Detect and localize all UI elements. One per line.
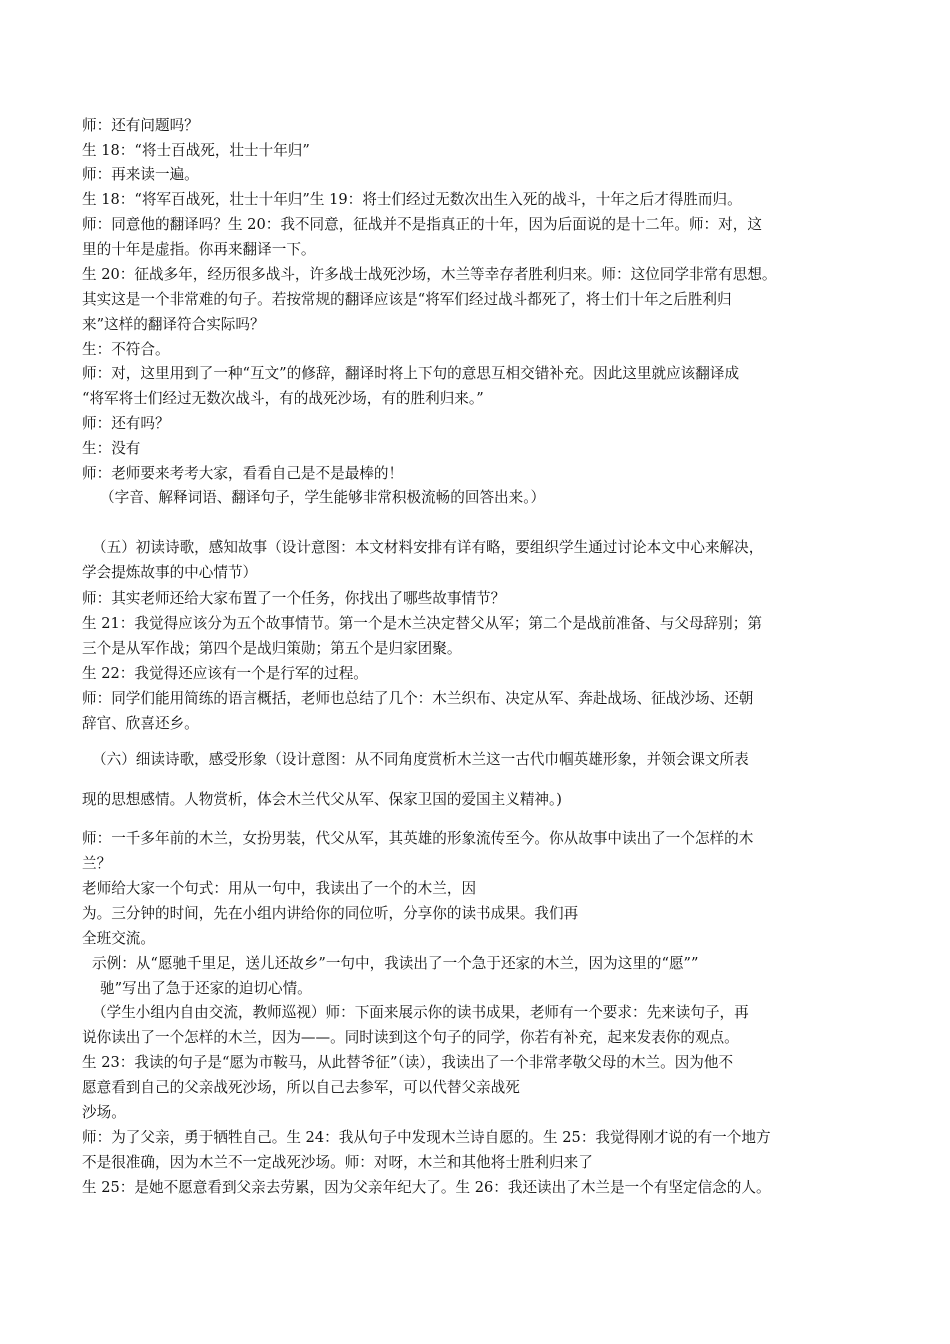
text-line: 生 22：我觉得还应该有一个是行军的过程。 <box>82 665 368 682</box>
text-line: “将军将士们经过无数次战斗，有的战死沙场，有的胜利归来。” <box>82 390 484 407</box>
text-line: 师：还有问题吗？ <box>82 117 199 134</box>
text-line: 生 20：征战多年，经历很多战斗，许多战士战死沙场，木兰等幸存者胜利归来。师：这位同学非常有思想。 <box>82 266 777 283</box>
text-line: 愿意看到自己的父亲战死沙场，所以自己去参军，可以代替父亲战死 <box>82 1079 520 1096</box>
text-line: 师：老师要来考考大家，看看自己是不是最棒的！ <box>82 465 404 482</box>
text-line: 驰”写出了急于还家的迫切心情。 <box>100 980 312 997</box>
text-line: 生 18：“将军百战死，壮士十年归”生 19：将士们经过无数次出生入死的战斗，十年之后才得胜而归。 <box>82 191 742 208</box>
text-line: 里的十年是虚指。你再来翻译一下。 <box>82 241 316 258</box>
text-line: 生 18：“将士百战死，壮士十年归” <box>82 142 310 159</box>
text-line: 来”这样的翻译符合实际吗？ <box>82 316 265 333</box>
text-line: 师：同学们能用简练的语言概括，老师也总结了几个：木兰织布、决定从军、奔赴战场、征战沙场、还朝 <box>82 690 754 707</box>
text-line: 辞官、欣喜还乡。 <box>82 715 199 732</box>
text-line: 现的思想感情。人物赏析，体会木兰代父从军、保家卫国的爱国主义精神。) <box>82 791 562 808</box>
text-line: 师：一千多年前的木兰，女扮男装，代父从军，其英雄的形象流传至今。你从故事中读出了一个怎样的木 <box>82 830 754 847</box>
section-heading: （五）初读诗歌，感知故事（设计意图：本文材料安排有详有略，要组织学生通过讨论本文中心来解决， <box>92 539 764 556</box>
text-line: 师：其实老师还给大家布置了一个任务，你找出了哪些故事情节？ <box>82 590 506 607</box>
text-line: 示例：从“愿驰千里足，送儿还故乡”一句中，我读出了一个急于还家的木兰，因为这里的“愿”” <box>92 955 699 972</box>
text-line: 生 23：我读的句子是“愿为市鞍马，从此替爷征”（读），我读出了一个非常孝敬父母的木兰。因为他不 <box>82 1054 734 1071</box>
text-line: 老师给大家一个句式：用从一句中，我读出了一个的木兰，因 <box>82 880 477 897</box>
text-line: 为。三分钟的时间，先在小组内讲给你的同位听，分享你的读书成果。我们再 <box>82 905 579 922</box>
text-line: 学会提炼故事的中心情节） <box>82 564 258 581</box>
text-line: 三个是从军作战；第四个是战归策勋；第五个是归家团聚。 <box>82 640 462 657</box>
text-line: 师：再来读一遍。 <box>82 166 199 183</box>
text-line: 全班交流。 <box>82 930 155 947</box>
text-line: 兰？ <box>82 855 112 872</box>
text-line: 师：为了父亲，勇于牺牲自己。生 24：我从句子中发现木兰诗自愿的。生 25：我觉得刚才说的有一个地方 <box>82 1129 771 1146</box>
text-line: 生：不符合。 <box>82 341 170 358</box>
text-line: 其实这是一个非常难的句子。若按常规的翻译应该是“将军们经过战斗都死了，将士们十年之后胜利归 <box>82 291 732 308</box>
text-line: 沙场。 <box>82 1104 126 1121</box>
text-line: 不是很准确，因为木兰不一定战死沙场。师：对呀，木兰和其他将士胜利归来了 <box>82 1154 593 1171</box>
text-line: 生 21：我觉得应该分为五个故事情节。第一个是木兰决定替父从军；第二个是战前准备、与父母辞别；第 <box>82 615 762 632</box>
text-line: （学生小组内自由交流，教师巡视）师：下面来展示你的读书成果，老师有一个要求：先来读句子，再 <box>92 1004 749 1021</box>
text-line: 师：同意他的翻译吗？生 20：我不同意，征战并不是指真正的十年，因为后面说的是十二年。师：对，这 <box>82 216 762 233</box>
section-heading: （六）细读诗歌，感受形象（设计意图：从不同角度赏析木兰这一古代巾帼英雄形象，并领会课文所表 <box>92 751 749 768</box>
text-line: 生：没有 <box>82 440 141 457</box>
text-line: 师：还有吗？ <box>82 415 170 432</box>
text-line: 师：对，这里用到了一种“互文”的修辞，翻译时将上下句的意思互相交错补充。因此这里就应该翻译成 <box>82 365 740 382</box>
text-line: （字音、解释词语、翻译句子，学生能够非常积极流畅的回答出来。） <box>100 489 546 506</box>
text-line: 生 25：是她不愿意看到父亲去劳累，因为父亲年纪大了。生 26：我还读出了木兰是一个有坚定信念的人。 <box>82 1179 771 1196</box>
text-line: 说你读出了一个怎样的木兰，因为——。同时读到这个句子的同学，你若有补充，起来发表你的观点。 <box>82 1029 739 1046</box>
